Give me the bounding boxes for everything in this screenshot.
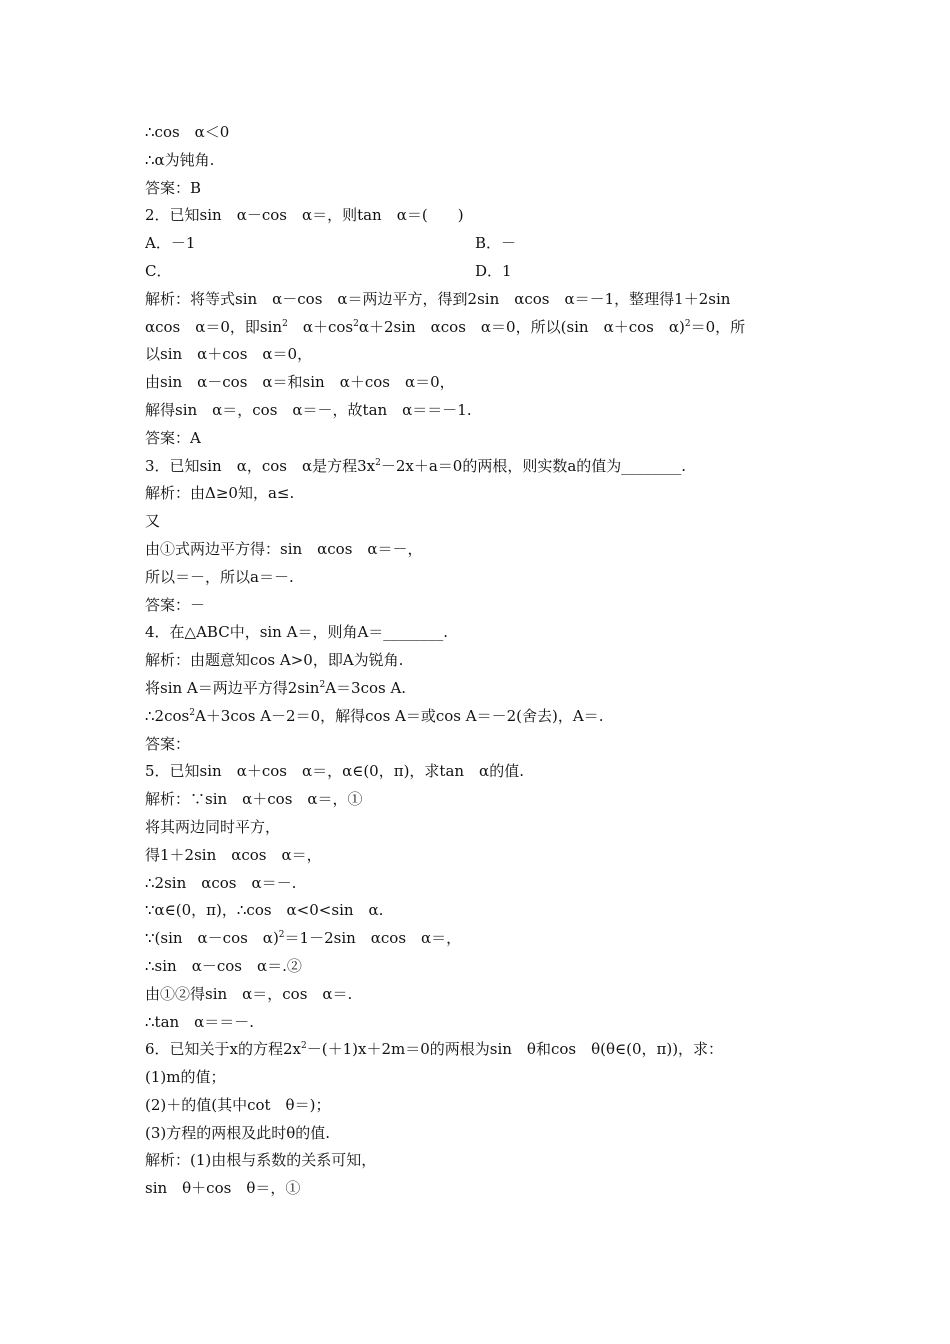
text-line: 解析：由Δ≥0知，a≤.: [145, 484, 295, 503]
question-line: 6．已知关于x的方程$2x^2-(+1)x+2m=0$的两根为sin θ和cos θ(θ∈(0，π))，求：: [145, 1040, 724, 1059]
text-line: ∵α∈(0，π)，∴cos α<0<sin α.: [145, 901, 384, 920]
answer-line: 答案：: [145, 734, 191, 753]
options-row: [145, 258, 815, 286]
text-line: 将其两边同时平方，: [145, 817, 281, 836]
question-line: 4．在△ABC中，sin A＝，则角A＝________.: [145, 623, 449, 642]
option-a: A．－1: [145, 234, 196, 253]
text-line: 解得sin α＝，cos α＝－，故tan α＝＝－1.: [145, 400, 472, 419]
text-line: 所以＝－，所以a＝－.: [145, 567, 294, 586]
text-line: 又: [145, 512, 161, 531]
answer-line: 答案：B: [145, 178, 202, 197]
text-line: ∵(sin α－cos α)$^2$＝1－2sin αcos α＝，: [145, 929, 462, 948]
text-line: 解析：∵sin α＋cos α＝，①: [145, 790, 363, 809]
text-line: 由①②得sin α＝，cos α＝.: [145, 984, 353, 1003]
text-line: 得1＋2sin αcos α＝，: [145, 845, 322, 864]
text-line: ∴cos α＜0: [145, 123, 230, 141]
option-b: B．－: [475, 234, 517, 253]
text-line: 由sin α－cos α＝和sin α＋cos α＝0，: [145, 373, 455, 392]
text-line: 将sin A＝两边平方得$2\sin^2A=3\cos$ A.: [145, 678, 407, 697]
text-line: αcos α＝0，即$\sin^2$ $\alpha+\cos^2\alpha+2\sin$ αcos α＝0，所以(sin α＋cos α)$^2$＝0，所: [145, 317, 746, 336]
text-line: ∴tan α＝＝－.: [145, 1012, 255, 1031]
text-line: ∴2sin αcos α＝－.: [145, 873, 297, 892]
text-line: $\therefore 2\cos^2A+3\cos$ A－2＝0，解得cos A＝或cos A＝－2(舍去)，A＝.: [145, 706, 604, 725]
option-d: D．1: [475, 261, 512, 280]
text-line: ∴sin α－cos α＝.②: [145, 956, 302, 975]
option-c: C．: [145, 261, 172, 280]
text-line: (2)＋的值(其中cot θ＝)；: [145, 1095, 331, 1114]
text-line: (1)m的值；: [145, 1068, 226, 1087]
text-line: (3)方程的两根及此时θ的值.: [145, 1123, 331, 1142]
answer-line: 答案：－: [145, 595, 206, 614]
text-line: 以sin α＋cos α＝0，: [145, 345, 313, 364]
document-body: [145, 119, 815, 1203]
text-line: 解析：将等式sin α－cos α＝两边平方，得到2sin αcos α＝－1，整理得1＋2sin: [145, 289, 731, 308]
question-line: 5．已知sin α＋cos α＝，α∈(0，π)，求tan α的值.: [145, 762, 524, 781]
answer-line: 答案：A: [145, 428, 201, 447]
question-line: 2．已知sin α－cos α＝，则tan α＝( ): [145, 206, 464, 225]
text-line: 解析：(1)由根与系数的关系可知，: [145, 1151, 377, 1170]
options-row: [145, 230, 815, 258]
text-line: 解析：由题意知cos A>0，即A为锐角.: [145, 651, 404, 670]
question-line: 3．已知sin α，cos α是方程$3x^2-2x+a=0$的两根，则实数a的值为________.: [145, 456, 687, 475]
text-line: 由①式两边平方得：sin αcos α＝－，: [145, 539, 423, 558]
text-line: ∴α为钝角.: [145, 150, 215, 169]
text-line: sin θ＋cos θ＝，①: [145, 1179, 301, 1198]
